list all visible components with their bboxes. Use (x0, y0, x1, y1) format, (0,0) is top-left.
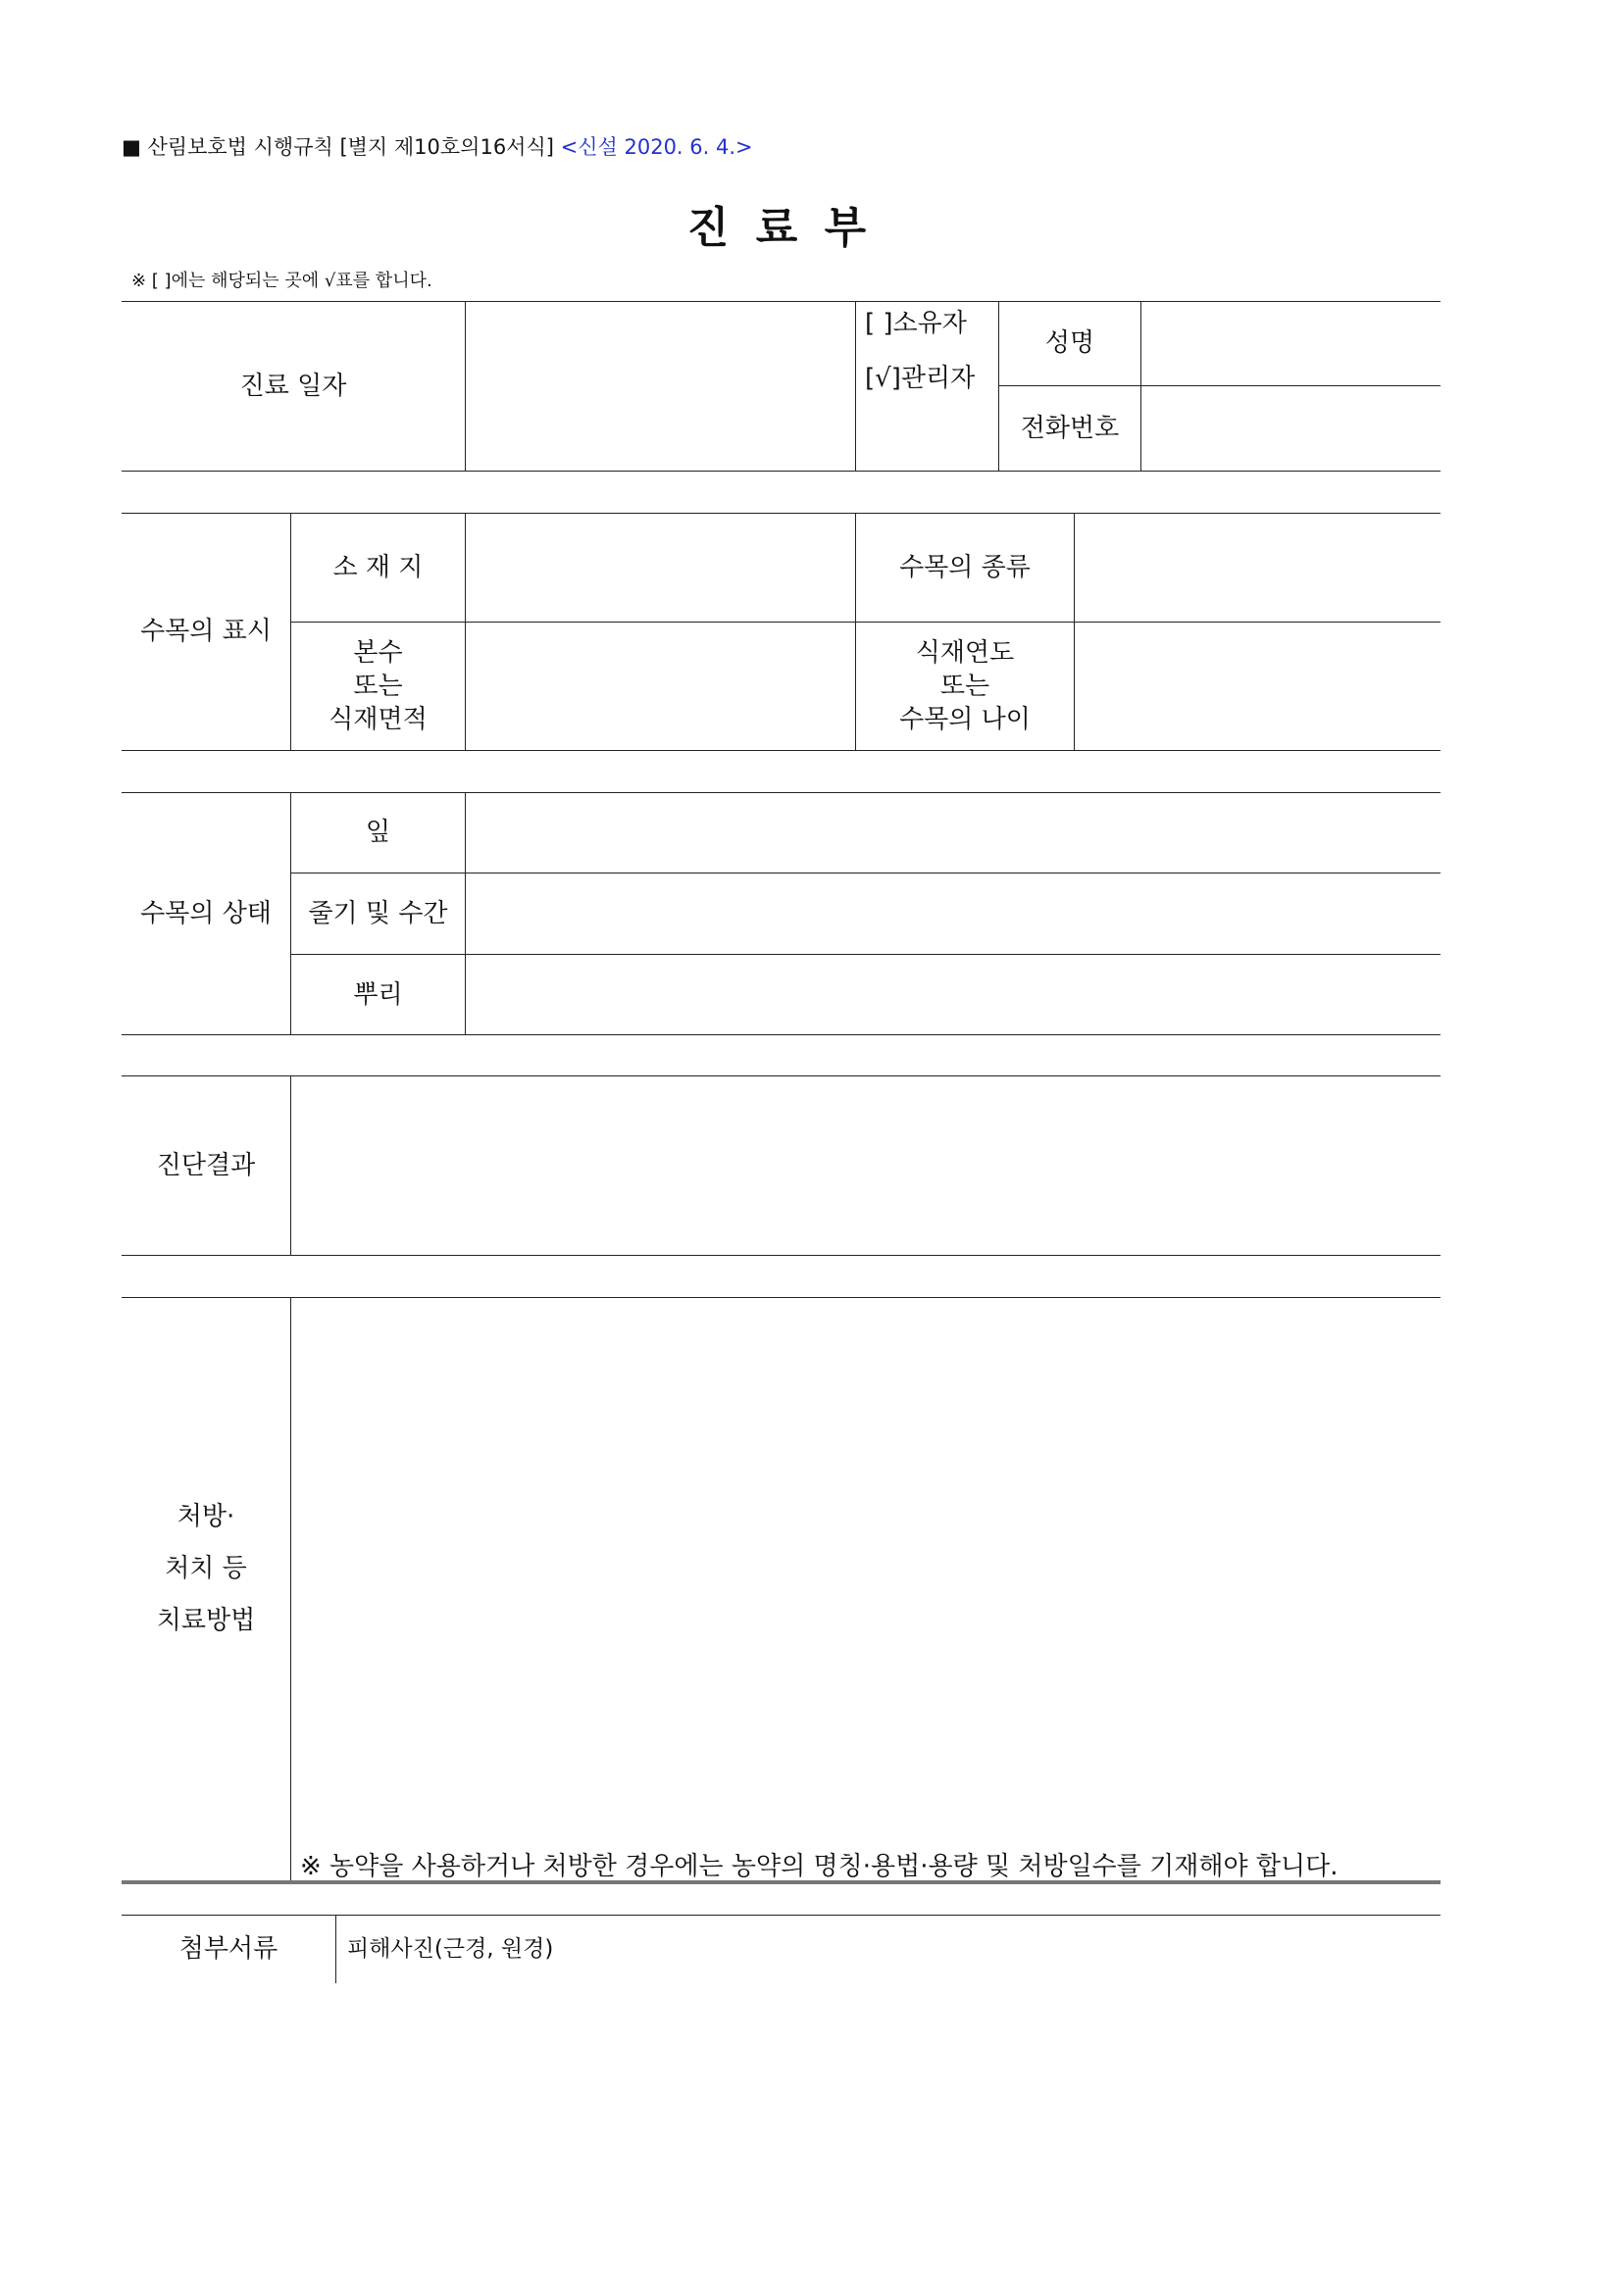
treatment-label-line: 처치 등 (165, 1553, 247, 1583)
planting-year-field[interactable] (1075, 623, 1441, 750)
leaf-label: 잎 (365, 818, 391, 847)
diagnosis-label: 진단결과 (156, 1150, 256, 1180)
species-field[interactable] (1075, 513, 1441, 622)
count-label-line: 본수 (353, 638, 403, 668)
stem-field[interactable] (466, 873, 1441, 954)
leaf-field[interactable] (466, 792, 1441, 873)
divider (122, 750, 1441, 751)
date-field[interactable] (466, 301, 854, 471)
count-label-line: 식재면적 (329, 705, 428, 734)
planting-year-label (856, 623, 1074, 750)
treatment-label-line: 처방· (177, 1501, 235, 1531)
diagnosis-field[interactable] (291, 1075, 1441, 1255)
divider (335, 1915, 336, 1983)
manager-checkbox[interactable]: [√]관리자 (865, 364, 976, 393)
phone-field[interactable] (1141, 386, 1441, 471)
planting-year-label-line: 식재연도 (915, 638, 1015, 668)
species-label: 수목의 종류 (899, 552, 1031, 582)
treatment-field[interactable] (291, 1297, 1441, 1846)
root-field[interactable] (466, 955, 1441, 1034)
planting-year-label-line: 수목의 나이 (899, 705, 1031, 734)
form-header (122, 131, 753, 161)
checkbox-instruction: ※ [ ]에는 해당되는 곳에 √표를 합니다. (131, 271, 432, 291)
tree-condition-label: 수목의 상태 (140, 898, 272, 928)
attachments-value: 피해사진(근경, 원경) (347, 1936, 554, 1962)
pesticide-footnote: ※ 농약을 사용하거나 처방한 경우에는 농약의 명칭·용법·용량 및 처방일수를 기재해야 합니다. (300, 1852, 1339, 1881)
root-label: 뿌리 (353, 979, 403, 1010)
revision-note: <신설 2020. 6. 4.> (560, 135, 753, 159)
owner-checkbox[interactable]: [ ]소유자 (865, 309, 967, 338)
divider (122, 1034, 1441, 1035)
date-label: 진료 일자 (239, 371, 347, 401)
location-label: 소 재 지 (332, 552, 424, 582)
divider (855, 301, 856, 471)
name-label: 성명 (1044, 328, 1095, 358)
attachments-label: 첨부서류 (178, 1934, 278, 1964)
planting-year-label-line: 또는 (939, 672, 990, 701)
divider (122, 1255, 1441, 1256)
count-field[interactable] (466, 623, 854, 750)
stem-label: 줄기 및 수간 (308, 899, 448, 928)
count-label (291, 623, 465, 750)
page-title: 진 료 부 (686, 203, 873, 253)
phone-label: 전화번호 (1020, 414, 1120, 443)
location-field[interactable] (466, 513, 854, 622)
divider (122, 471, 1441, 472)
tree-info-label: 수목의 표시 (140, 617, 272, 646)
treatment-label-line: 치료방법 (156, 1605, 256, 1635)
count-label-line: 또는 (353, 672, 403, 701)
name-field[interactable] (1141, 301, 1441, 385)
form-reference: ■ 산림보호법 시행규칙 [별지 제10호의16서식] (122, 135, 554, 159)
treatment-label (122, 1490, 290, 1647)
